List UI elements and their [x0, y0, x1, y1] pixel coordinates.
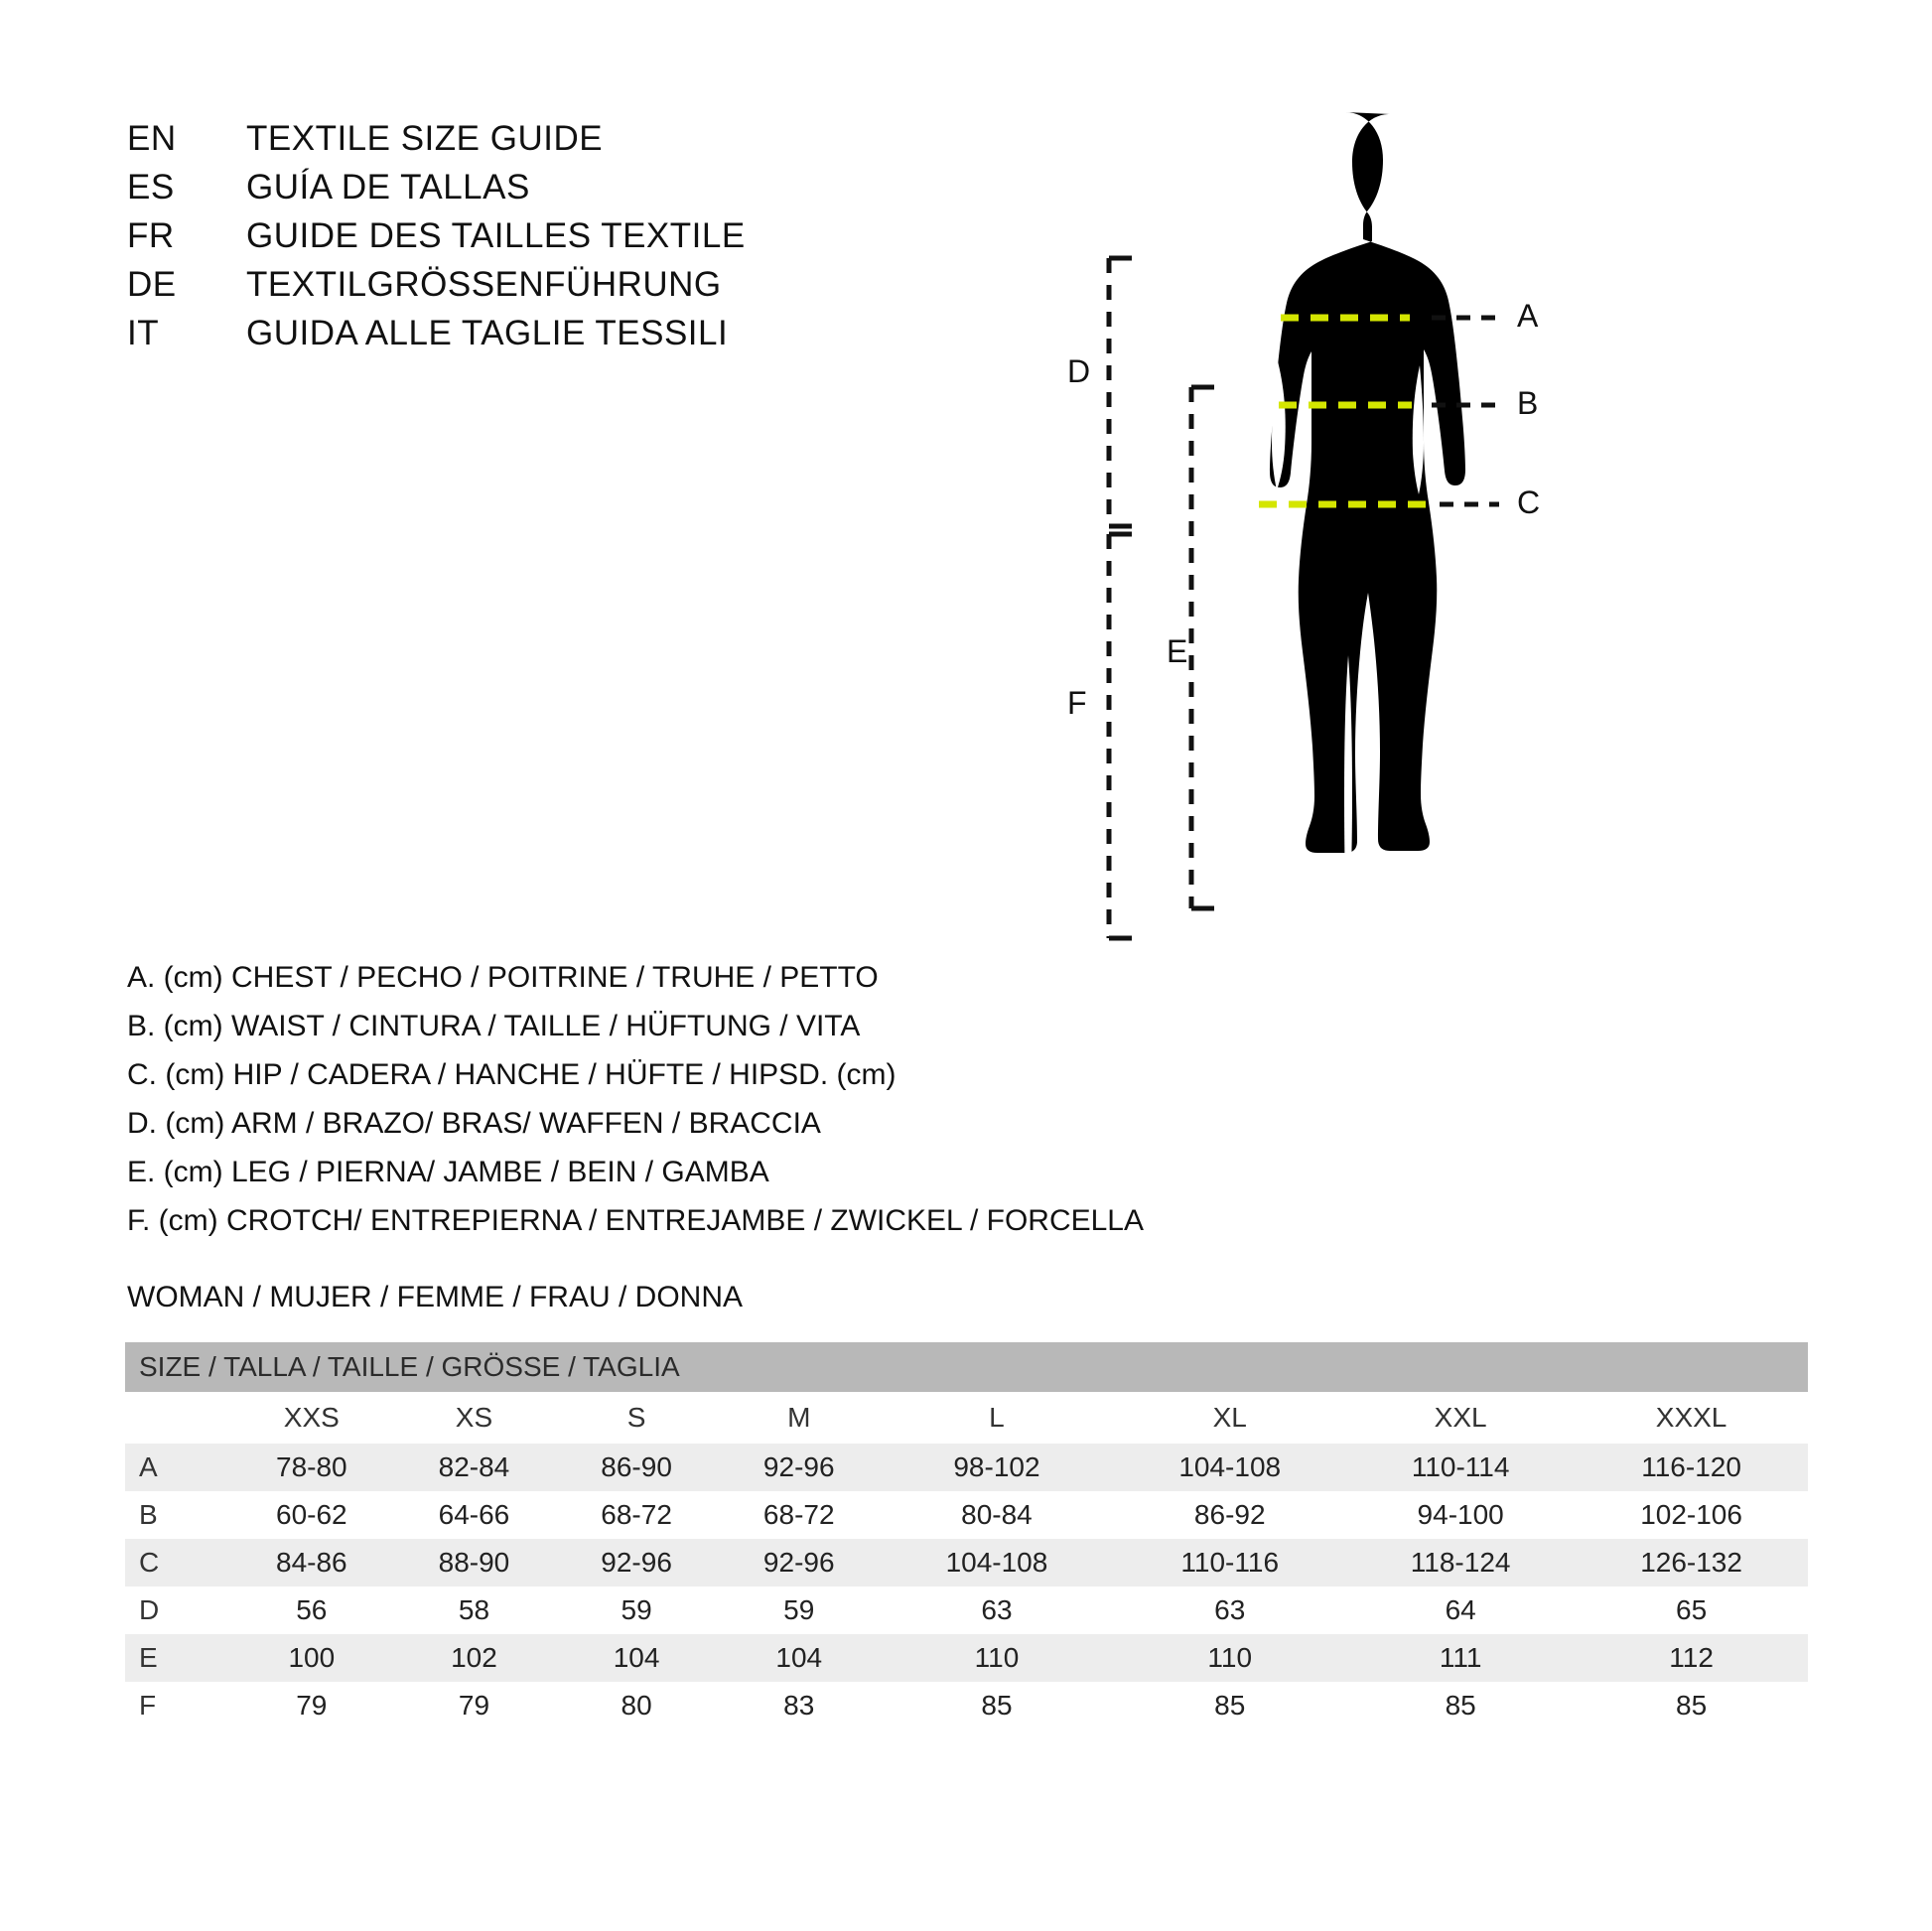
title-row — [127, 314, 746, 362]
cell-f-m: 83 — [718, 1682, 881, 1729]
cell-a-s: 86-90 — [555, 1444, 718, 1491]
cell-b-xs: 64-66 — [393, 1491, 556, 1539]
cell-e-l: 110 — [881, 1634, 1114, 1682]
cell-c-xs: 88-90 — [393, 1539, 556, 1586]
cell-e-xxl: 111 — [1346, 1634, 1575, 1682]
figure-svg — [1082, 60, 1876, 1201]
table-row — [125, 1491, 1808, 1539]
size-col-xs: XS — [393, 1392, 556, 1444]
measurement-diagram — [1067, 60, 1876, 1201]
cell-c-s: 92-96 — [555, 1539, 718, 1586]
cell-c-xxl: 118-124 — [1346, 1539, 1575, 1586]
dimension-bracket-d — [1109, 258, 1132, 526]
cell-d-xxxl: 65 — [1575, 1586, 1808, 1634]
size-col-m: M — [718, 1392, 881, 1444]
cell-e-xxxl: 112 — [1575, 1634, 1808, 1682]
dimension-label-e: E — [1167, 633, 1188, 669]
cell-c-xxs: 84-86 — [230, 1539, 393, 1586]
row-label-f: F — [125, 1682, 230, 1729]
dimension-label-b: B — [1517, 385, 1539, 421]
dimension-label-c: C — [1517, 484, 1541, 520]
cell-f-l: 85 — [881, 1682, 1114, 1729]
cell-c-l: 104-108 — [881, 1539, 1114, 1586]
row-label-a: A — [125, 1444, 230, 1491]
cell-c-xxxl: 126-132 — [1575, 1539, 1808, 1586]
title-row — [127, 265, 746, 314]
title-lang-fr: FR — [127, 216, 175, 255]
cell-d-m: 59 — [718, 1586, 881, 1634]
title-text-fr: GUIDE DES TAILLES TEXTILE — [246, 216, 746, 255]
cell-c-m: 92-96 — [718, 1539, 881, 1586]
cell-e-s: 104 — [555, 1634, 718, 1682]
title-text-en: TEXTILE SIZE GUIDE — [246, 119, 604, 158]
cell-a-l: 98-102 — [881, 1444, 1114, 1491]
row-label-c: C — [125, 1539, 230, 1586]
table-corner-cell — [125, 1392, 230, 1444]
title-lang-it: IT — [127, 314, 160, 352]
title-text-de: TEXTILGRÖSSENFÜHRUNG — [246, 265, 722, 304]
title-lang-en: EN — [127, 119, 177, 158]
title-row — [127, 119, 746, 168]
cell-a-xs: 82-84 — [393, 1444, 556, 1491]
cell-b-xxs: 60-62 — [230, 1491, 393, 1539]
cell-b-m: 68-72 — [718, 1491, 881, 1539]
cell-f-xxxl: 85 — [1575, 1682, 1808, 1729]
size-col-s: S — [555, 1392, 718, 1444]
dimension-label-f: F — [1067, 685, 1087, 721]
cell-a-xxxl: 116-120 — [1575, 1444, 1808, 1491]
cell-e-m: 104 — [718, 1634, 881, 1682]
cell-d-xxs: 56 — [230, 1586, 393, 1634]
table-header-label: SIZE / TALLA / TAILLE / GRÖSSE / TAGLIA — [125, 1342, 1808, 1392]
table-sizes-row — [125, 1392, 1808, 1444]
female-silhouette-icon — [1270, 112, 1465, 953]
row-label-b: B — [125, 1491, 230, 1539]
cell-b-xxl: 94-100 — [1346, 1491, 1575, 1539]
dimension-bracket-f — [1109, 534, 1132, 938]
cell-b-l: 80-84 — [881, 1491, 1114, 1539]
table-row — [125, 1586, 1808, 1634]
title-row — [127, 168, 746, 216]
dimension-label-a: A — [1517, 298, 1539, 334]
row-label-d: D — [125, 1586, 230, 1634]
table-row — [125, 1444, 1808, 1491]
title-block — [127, 119, 746, 362]
cell-a-xl: 104-108 — [1113, 1444, 1346, 1491]
cell-f-xs: 79 — [393, 1682, 556, 1729]
legend-item-f: F. (cm) CROTCH/ ENTREPIERNA / ENTREJAMBE / ZWICKEL / FORCELLA — [127, 1204, 1144, 1237]
table-row — [125, 1682, 1808, 1729]
cell-e-xs: 102 — [393, 1634, 556, 1682]
table-row — [125, 1539, 1808, 1586]
title-lang-es: ES — [127, 168, 175, 207]
size-col-l: L — [881, 1392, 1114, 1444]
title-lang-de: DE — [127, 265, 177, 304]
cell-d-xxl: 64 — [1346, 1586, 1575, 1634]
title-text-it: GUIDA ALLE TAGLIE TESSILI — [246, 314, 729, 352]
table-row — [125, 1634, 1808, 1682]
cell-a-xxs: 78-80 — [230, 1444, 393, 1491]
cell-d-xl: 63 — [1113, 1586, 1346, 1634]
size-col-xxs: XXS — [230, 1392, 393, 1444]
cell-b-xl: 86-92 — [1113, 1491, 1346, 1539]
title-text-es: GUÍA DE TALLAS — [246, 168, 530, 207]
cell-e-xxs: 100 — [230, 1634, 393, 1682]
cell-e-xl: 110 — [1113, 1634, 1346, 1682]
cell-d-xs: 58 — [393, 1586, 556, 1634]
row-label-e: E — [125, 1634, 230, 1682]
size-col-xxl: XXL — [1346, 1392, 1575, 1444]
legend-item-d: D. (cm) ARM / BRAZO/ BRAS/ WAFFEN / BRACCIA — [127, 1107, 821, 1140]
legend-item-c: C. (cm) HIP / CADERA / HANCHE / HÜFTE / HIPSD. (cm) — [127, 1058, 897, 1091]
dimension-label-d: D — [1067, 353, 1091, 389]
dimension-bracket-e — [1191, 387, 1214, 908]
cell-a-xxl: 110-114 — [1346, 1444, 1575, 1491]
legend-item-b: B. (cm) WAIST / CINTURA / TAILLE / HÜFTUNG / VITA — [127, 1010, 861, 1042]
cell-f-xxs: 79 — [230, 1682, 393, 1729]
cell-f-xl: 85 — [1113, 1682, 1346, 1729]
group-label: WOMAN / MUJER / FEMME / FRAU / DONNA — [127, 1281, 743, 1313]
cell-d-l: 63 — [881, 1586, 1114, 1634]
legend-item-a: A. (cm) CHEST / PECHO / POITRINE / TRUHE / PETTO — [127, 961, 879, 994]
cell-c-xl: 110-116 — [1113, 1539, 1346, 1586]
cell-b-s: 68-72 — [555, 1491, 718, 1539]
cell-f-xxl: 85 — [1346, 1682, 1575, 1729]
cell-b-xxxl: 102-106 — [1575, 1491, 1808, 1539]
size-col-xxxl: XXXL — [1575, 1392, 1808, 1444]
table-header-row — [125, 1342, 1808, 1392]
legend-item-e: E. (cm) LEG / PIERNA/ JAMBE / BEIN / GAMBA — [127, 1156, 769, 1188]
cell-d-s: 59 — [555, 1586, 718, 1634]
title-row — [127, 216, 746, 265]
legend-block — [127, 953, 1144, 1245]
size-col-xl: XL — [1113, 1392, 1346, 1444]
cell-f-s: 80 — [555, 1682, 718, 1729]
cell-a-m: 92-96 — [718, 1444, 881, 1491]
size-table — [125, 1342, 1808, 1729]
